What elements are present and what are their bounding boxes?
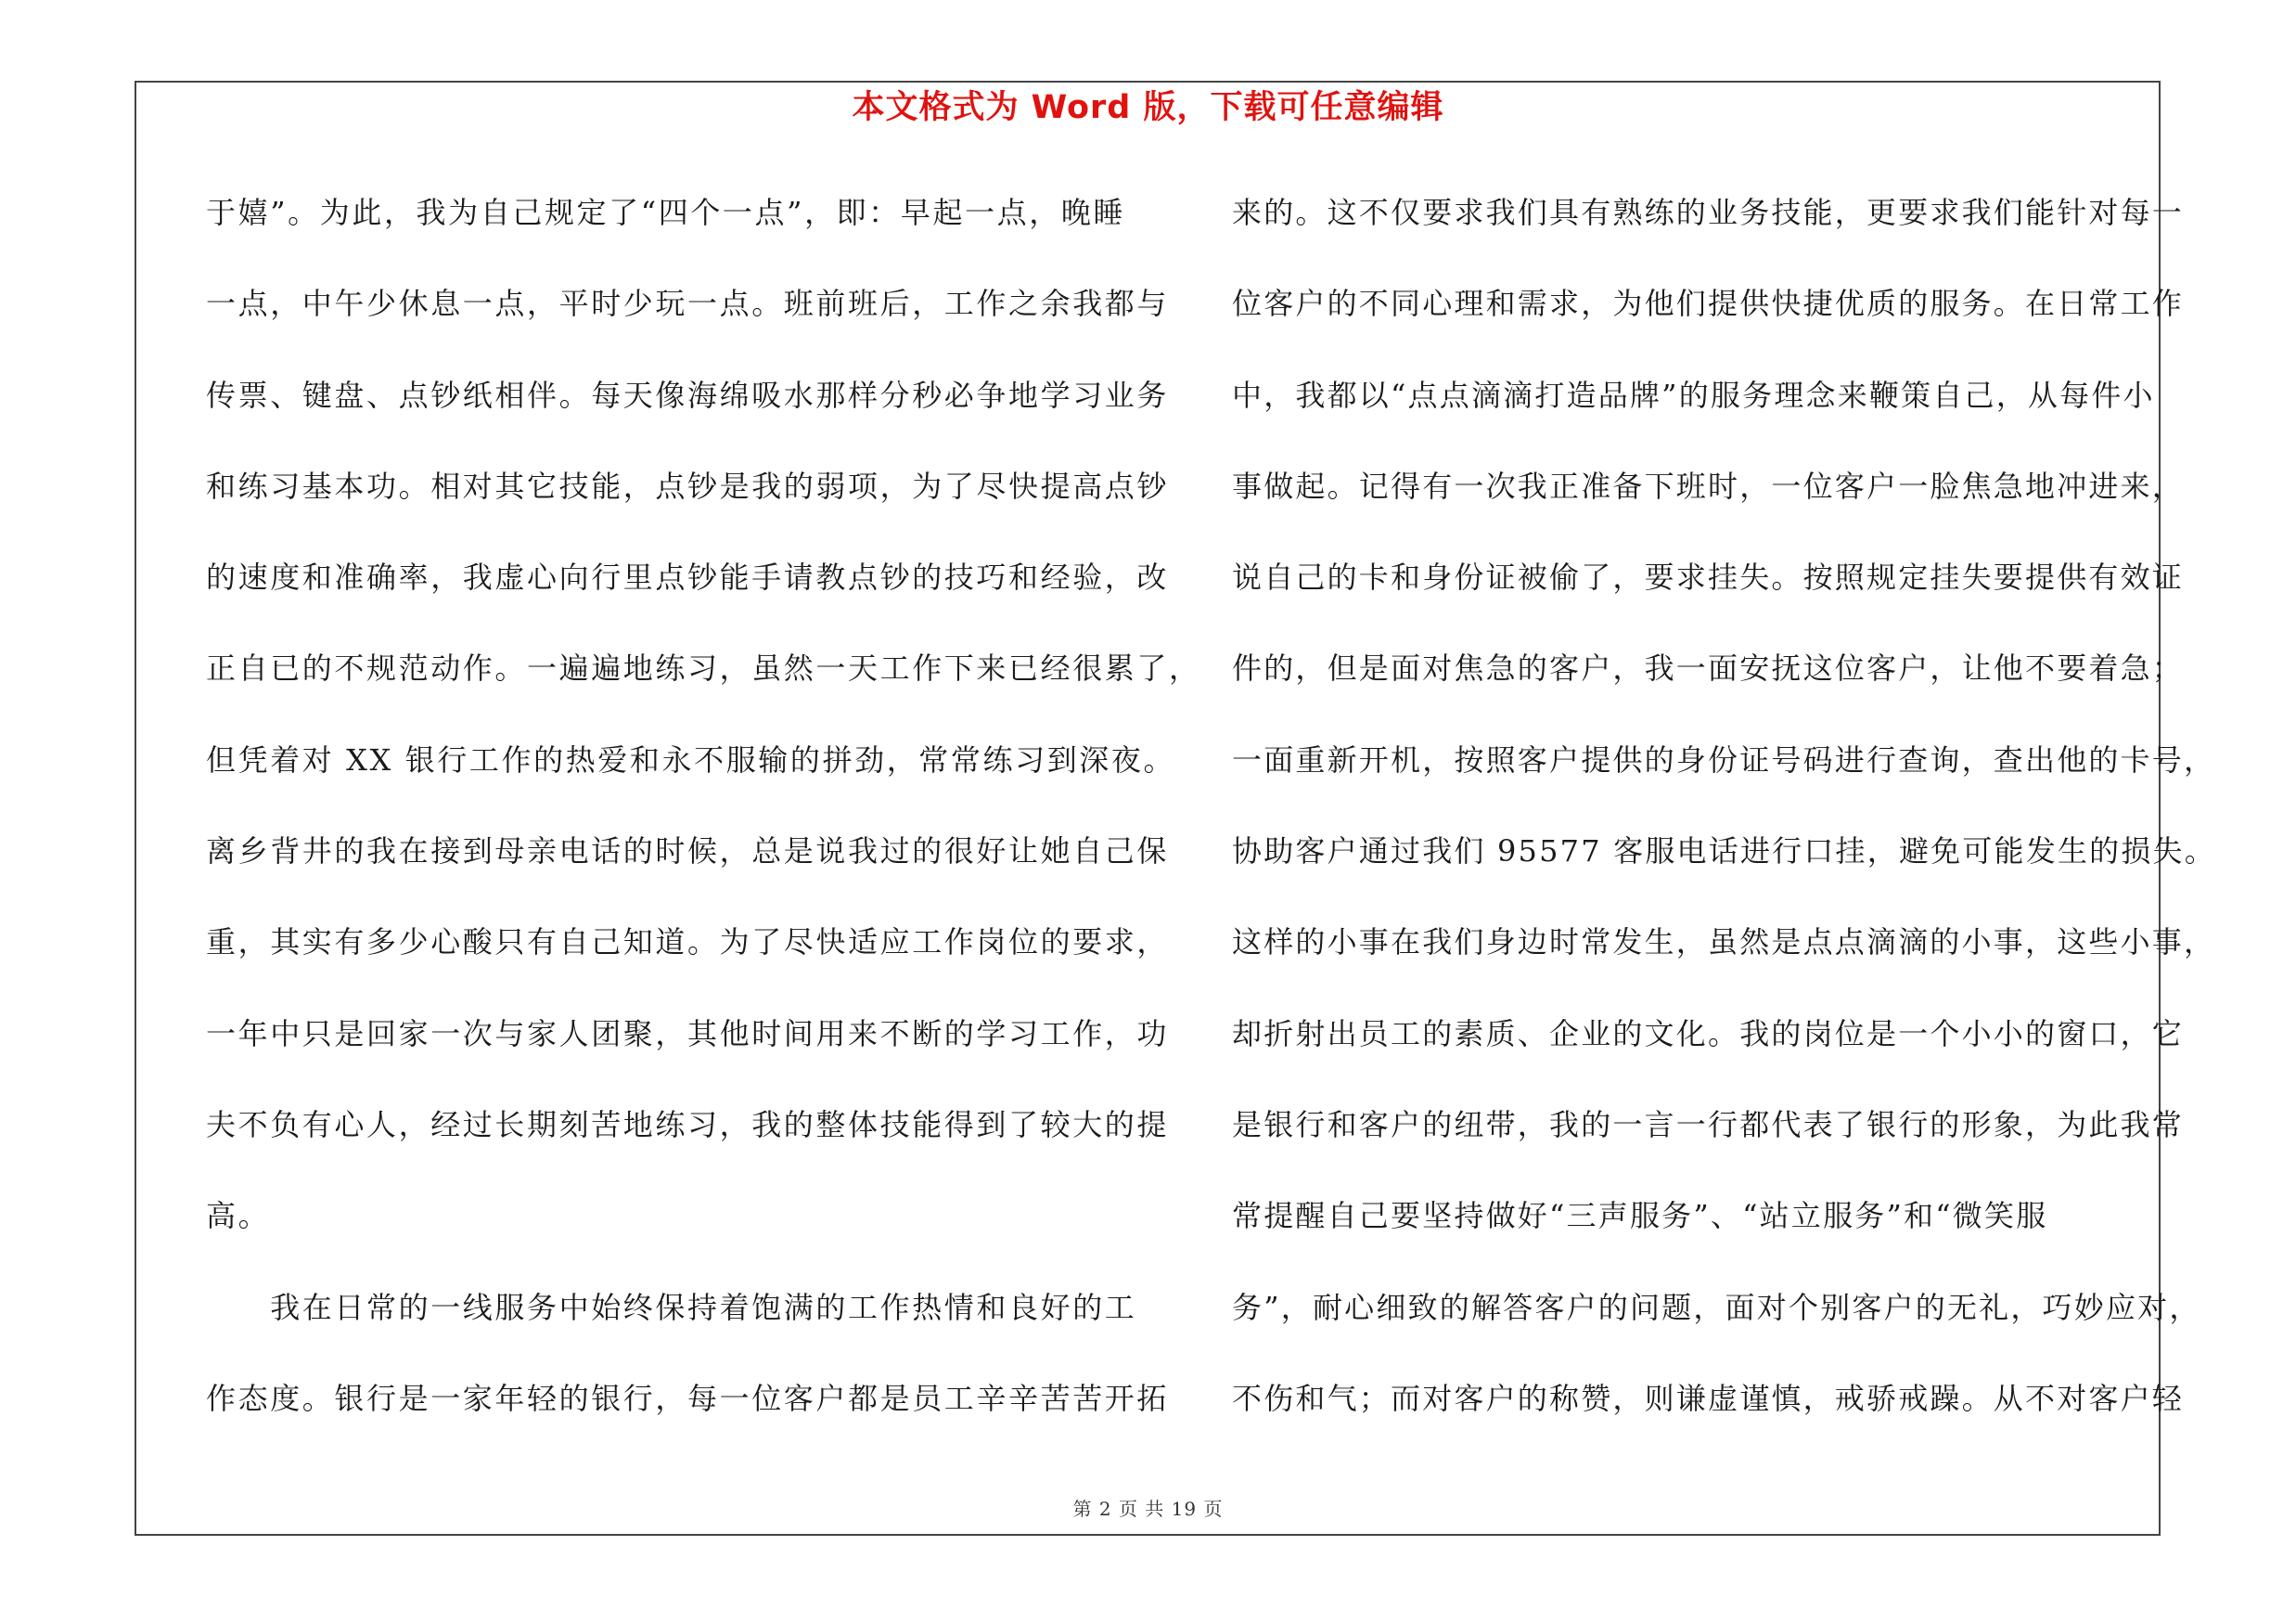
right-text-line: 一面重新开机，按照客户提供的身份证号码进行查询，查出他的卡号， xyxy=(1232,741,2216,778)
left-text-line: 一年中只是回家一次与家人团聚，其他时间用来不断的学习工作，功 xyxy=(206,1015,1170,1051)
left-text-line: 离乡背井的我在接到母亲电话的时候，总是说我过的很好让她自己保 xyxy=(206,833,1170,869)
right-text-line: 件的，但是面对焦急的客户，我一面安抚这位客户，让他不要着急； xyxy=(1232,650,2185,687)
left-text-line: 夫不负有心人，经过长期刻苦地练习，我的整体技能得到了较大的提 xyxy=(206,1106,1170,1142)
right-text-line: 不伤和气；而对客户的称赞，则谦虚谨慎，戒骄戒躁。从不对客户轻 xyxy=(1232,1380,2185,1416)
left-text-line: 一点，中午少休息一点，平时少玩一点。班前班后，工作之余我都与 xyxy=(206,286,1170,322)
left-text-line: 正自已的不规范动作。一遍遍地练习，虽然一天工作下来已经很累了， xyxy=(206,650,1201,687)
right-text-line: 这样的小事在我们身边时常发生，虽然是点点滴滴的小事，这些小事， xyxy=(1232,924,2216,960)
right-text-line: 说自己的卡和身份证被偷了，要求挂失。按照规定挂失要提供有效证 xyxy=(1232,560,2185,596)
left-text-line: 传票、键盘、点钞纸相伴。每天像海绵吸水那样分秒必争地学习业务 xyxy=(206,377,1170,413)
right-text-column xyxy=(1232,182,2216,1459)
left-text-line: 于嬉”。为此，我为自己规定了“四个一点”，即：早起一点，晚睡 xyxy=(206,195,1126,230)
right-text-line: 协助客户通过我们 95577 客服电话进行口挂，避免可能发生的损失。 xyxy=(1232,833,2216,869)
left-text-line: 作态度。银行是一家年轻的银行，每一位客户都是员工辛辛苦苦开拓 xyxy=(206,1380,1170,1416)
right-text-line: 事做起。记得有一次我正准备下班时，一位客户一脸焦急地冲进来， xyxy=(1232,468,2185,504)
word-format-banner: 本文格式为 Word 版，下载可任意编辑 xyxy=(852,89,1444,126)
left-text-line: 的速度和准确率，我虚心向行里点钞能手请教点钞的技巧和经验，改 xyxy=(206,560,1170,596)
right-text-line: 是银行和客户的纽带，我的一言一行都代表了银行的形象，为此我常 xyxy=(1232,1106,2185,1142)
right-text-line: 务”，耐心细致的解答客户的问题，面对个别客户的无礼，巧妙应对， xyxy=(1232,1289,2201,1325)
left-text-line: 和练习基本功。相对其它技能，点钞是我的弱项，为了尽快提高点钞 xyxy=(206,468,1170,504)
right-text-line: 中，我都以“点点滴滴打造品牌”的服务理念来鞭策自己，从每件小 xyxy=(1232,377,2155,413)
left-text-line: 重，其实有多少心酸只有自己知道。为了尽快适应工作岗位的要求， xyxy=(206,924,1170,960)
right-text-line: 却折射出员工的素质、企业的文化。我的岗位是一个小小的窗口，它 xyxy=(1232,1015,2185,1051)
page-number-footer: 第 2 页 共 19 页 xyxy=(1072,1498,1224,1520)
left-text-line: 高。 xyxy=(206,1198,271,1234)
right-text-line: 来的。这不仅要求我们具有熟练的业务技能，更要求我们能针对每一 xyxy=(1232,195,2185,230)
left-text-line: 我在日常的一线服务中始终保持着饱满的工作热情和良好的工 xyxy=(206,1289,1137,1325)
right-text-line: 位客户的不同心理和需求，为他们提供快捷优质的服务。在日常工作 xyxy=(1232,286,2185,322)
left-text-column xyxy=(206,182,1201,1459)
left-text-line: 但凭着对 XX 银行工作的热爱和永不服输的拼劲，常常练习到深夜。 xyxy=(206,741,1176,778)
right-text-line: 常提醒自己要坚持做好“三声服务”、“站立服务”和“微笑服 xyxy=(1232,1198,2048,1234)
